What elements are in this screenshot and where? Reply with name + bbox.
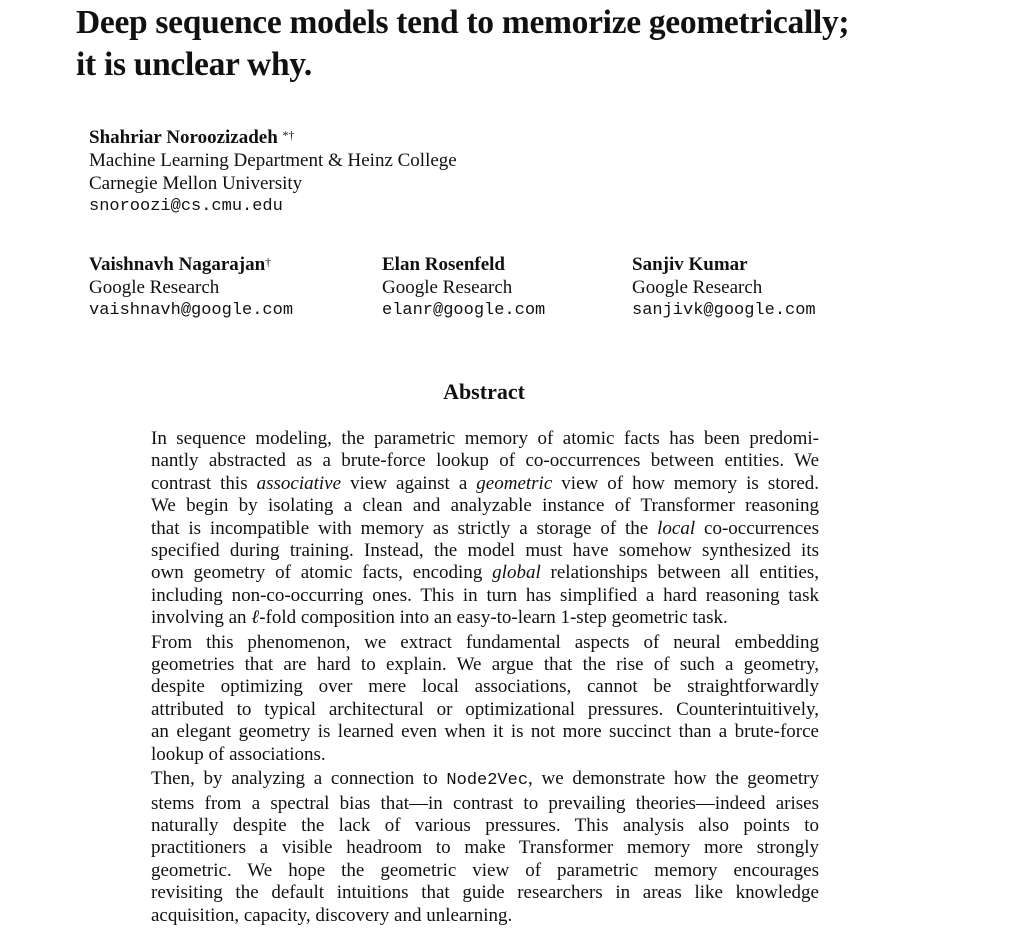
author-name: Sanjiv Kumar: [632, 254, 748, 275]
author-block: [632, 253, 816, 322]
abstract-line: including non-co-occurring ones. This in turn has simplified a hard reasoning task: [151, 584, 819, 606]
abstract-line: geometries that are hard to explain. We argue that the rise of such a geometry,: [151, 654, 819, 676]
author-block: [89, 126, 457, 218]
abstract-heading: Abstract: [443, 379, 525, 404]
author-affiliation: Carnegie Mellon University: [89, 173, 303, 194]
abstract-line: In sequence modeling, the parametric memory of atomic facts has been predomi-: [151, 428, 819, 449]
abstract-line: practitioners a visible headroom to make Transformer memory more strongly: [151, 837, 819, 859]
author-email[interactable]: sanjivk@google.com: [632, 301, 816, 320]
emphasis-geometric: geometric: [476, 472, 553, 494]
author-email[interactable]: vaishnavh@google.com: [89, 301, 294, 320]
abstract-line: revisiting the default intuitions that guide researchers in areas like knowledge: [151, 882, 819, 904]
abstract-line: specified during training. Instead, the model must have somehow synthesized its: [151, 540, 819, 562]
author-name: Elan Rosenfeld: [382, 254, 505, 275]
abstract-paragraph-2: [151, 632, 819, 766]
abstract-body: [151, 428, 819, 929]
author-block: [89, 253, 293, 322]
code-node2vec: Node2Vec: [446, 771, 529, 791]
abstract-line: attributed to typical architectural or optimizational pressures. Counterintuitively,: [151, 698, 819, 720]
abstract-line: an elegant geometry is learned even when it is not more succinct than a brute-force: [151, 721, 819, 743]
math-ell-symbol: ℓ: [251, 607, 260, 629]
author-email[interactable]: elanr@google.com: [382, 301, 546, 320]
author-email[interactable]: snoroozi@cs.cmu.edu: [89, 197, 283, 216]
title-line-1: Deep sequence models tend to memorize geometrically;: [76, 4, 850, 41]
emphasis-global: global: [492, 562, 541, 584]
abstract-line: stems from a spectral bias that—in contrast to prevailing theories—indeed arises: [151, 792, 819, 814]
abstract-line: From this phenomenon, we extract fundamental aspects of neural embedding: [151, 631, 819, 653]
abstract-line: naturally despite the lack of various pressures. This analysis also points to: [151, 814, 819, 836]
author-block: [382, 253, 545, 322]
abstract-line: We begin by isolating a clean and analyzable instance of Transformer reasoning: [151, 495, 819, 517]
abstract-line: involving an ℓ-fold composition into an easy-to-learn 1-step geometric task.: [151, 607, 728, 629]
author-affiliation: Google Research: [632, 277, 763, 298]
author-affiliation: Google Research: [382, 277, 513, 298]
abstract-line: acquisition, capacity, discovery and unlearning.: [151, 904, 513, 926]
abstract-line: Then, by analyzing a connection to Node2Vec, we demonstrate how the geometry: [151, 768, 819, 791]
title-line-2: it is unclear why.: [76, 46, 312, 83]
abstract-line: nantly abstracted as a brute-force lookup of co-occurrences between entities. We: [151, 450, 819, 472]
abstract-line: own geometry of atomic facts, encoding global relationships between all entities,: [151, 562, 820, 584]
abstract-line: geometric. We hope the geometric view of parametric memory encourages: [151, 859, 819, 881]
abstract-line: that is incompatible with memory as strictly a storage of the local co-occurrences: [151, 517, 820, 539]
abstract-line: despite optimizing over mere local associations, cannot be straightforwardly: [151, 676, 819, 698]
author-affiliation: Google Research: [89, 277, 220, 298]
emphasis-associative: associative: [256, 472, 342, 494]
abstract-line: lookup of associations.: [151, 743, 326, 765]
abstract-paragraph-3: [151, 768, 819, 927]
author-footnote-marks[interactable]: †: [265, 255, 272, 269]
paper-title: [76, 2, 976, 86]
author-footnote-marks[interactable]: *†: [282, 128, 295, 142]
author-name: Shahriar Noroozizadeh *†: [89, 127, 295, 148]
emphasis-local: local: [657, 517, 696, 539]
author-name: Vaishnavh Nagarajan†: [89, 254, 272, 275]
abstract-paragraph-1: [151, 428, 819, 630]
author-affiliation: Machine Learning Department & Heinz College: [89, 150, 457, 171]
abstract-line: contrast this associative view against a geometric view of how memory is stored.: [151, 472, 819, 494]
